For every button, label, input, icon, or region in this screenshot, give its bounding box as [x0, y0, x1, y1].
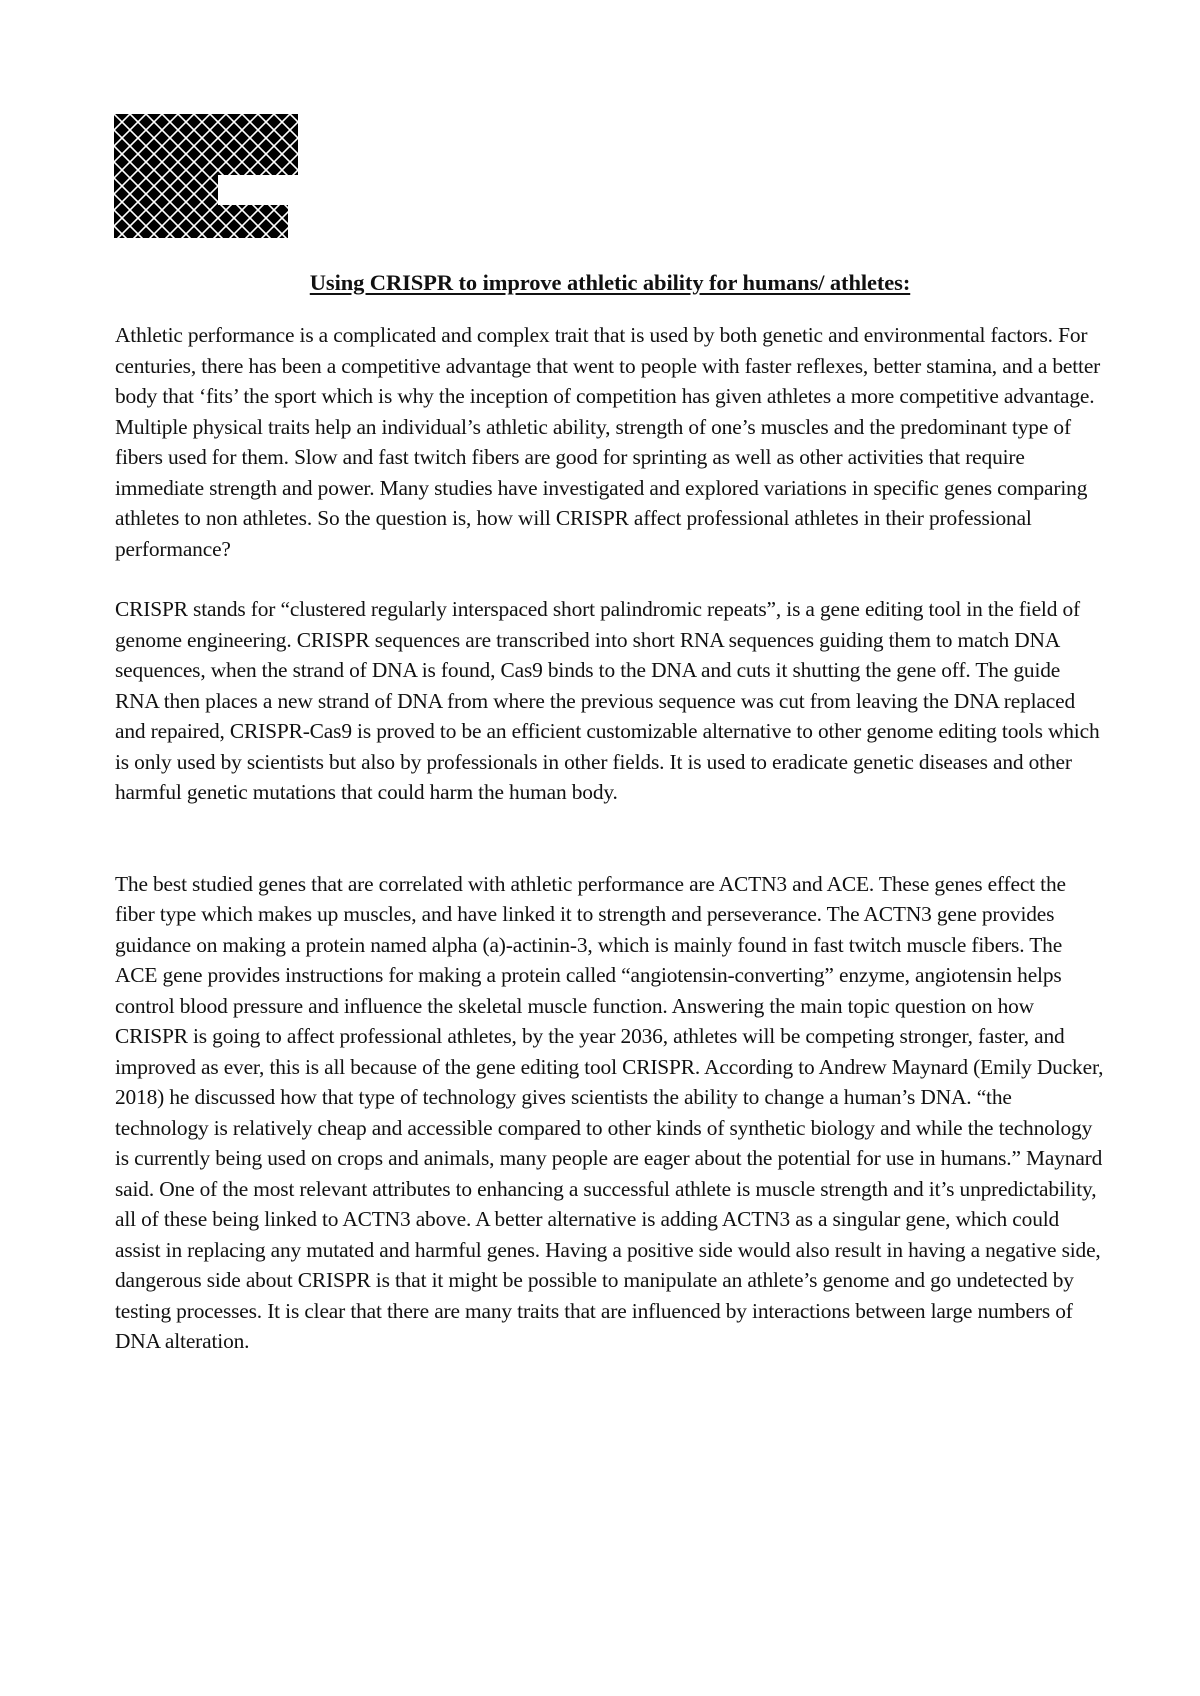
document-title: Using CRISPR to improve athletic ability for humans/ athletes: — [309, 270, 911, 295]
paragraph-genes-athletic-performance: The best studied genes that are correlated with athletic performance are ACTN3 and ACE. These genes effect the fiber type which makes up muscles, and have linked it to strength and perseverance. The ACTN3 gene provides guidance on making a protein named alpha (a)-actinin-3, which is mainly found in fast twitch muscle fibers. The ACE gene provides instructions for making a protein called “angiotensin-converting” enzyme, angiotensin helps control blood pressure and influence the skeletal muscle function. Answering the main topic question on how CRISPR is going to affect professional athletes, by the year 2036, athletes will be competing stronger, faster, and improved as ever, this is all because of the gene editing tool CRISPR. According to Andrew Maynard (Emily Ducker, 2018) he discussed how that type of technology gives scientists the ability to change a human’s DNA. “the technology is relatively cheap and accessible compared to other kinds of synthetic biology and while the technology is currently being used on crops and animals, many people are eager about the potential for use in humans.” Maynard said. One of the most relevant attributes to enhancing a successful athlete is muscle strength and it’s unpredictability, all of these being linked to ACTN3 above. A better alternative is adding ACTN3 as a singular gene, which could assist in replacing any mutated and harmful genes. Having a positive side would also result in having a negative side, dangerous side about CRISPR is that it might be possible to manipulate an athlete’s genome and go undetected by testing processes. It is clear that there are many traits that are influenced by interactions between large numbers of DNA alteration. — [115, 871, 1104, 1353]
paragraph-spacer — [115, 564, 1105, 594]
redacted-logo-block — [114, 114, 298, 238]
crosshatch-redaction-graphic — [114, 114, 298, 238]
paragraph-introduction: Athletic performance is a complicated and complex trait that is used by both genetic and environmental factors. For centuries, there has been a competitive advantage that went to people with faster reflexes, better stamina, and a better body that ‘fits’ the sport which is why the inception of competition has given athletes a more competitive advantage. Multiple physical traits help an individual’s athletic ability, strength of one’s muscles and the predominant type of fibers used for them. Slow and fast twitch fibers are good for sprinting as well as other activities that require immediate strength and power. Many studies have investigated and explored variations in specific genes comparing athletes to non athletes. So the question is, how will CRISPR affect professional athletes in their professional performance? — [115, 323, 1101, 561]
paragraph-crispr-definition: CRISPR stands for “clustered regularly interspaced short palindromic repeats”, is a gene editing tool in the field of genome engineering. CRISPR sequences are transcribed into short RNA sequences guiding them to match DNA sequences, when the strand of DNA is found, Cas9 binds to the DNA and cuts it shutting the gene off. The guide RNA then places a new strand of DNA from where the previous sequence was cut from leaving the DNA replaced and repaired, CRISPR-Cas9 is proved to be an efficient customizable alternative to other genome editing tools which is only used by scientists but also by professionals in other fields. It is used to eradicate genetic diseases and other harmful genetic mutations that could harm the human body. — [115, 597, 1100, 804]
document-body — [115, 268, 1105, 1357]
paragraph-spacer — [115, 808, 1105, 869]
